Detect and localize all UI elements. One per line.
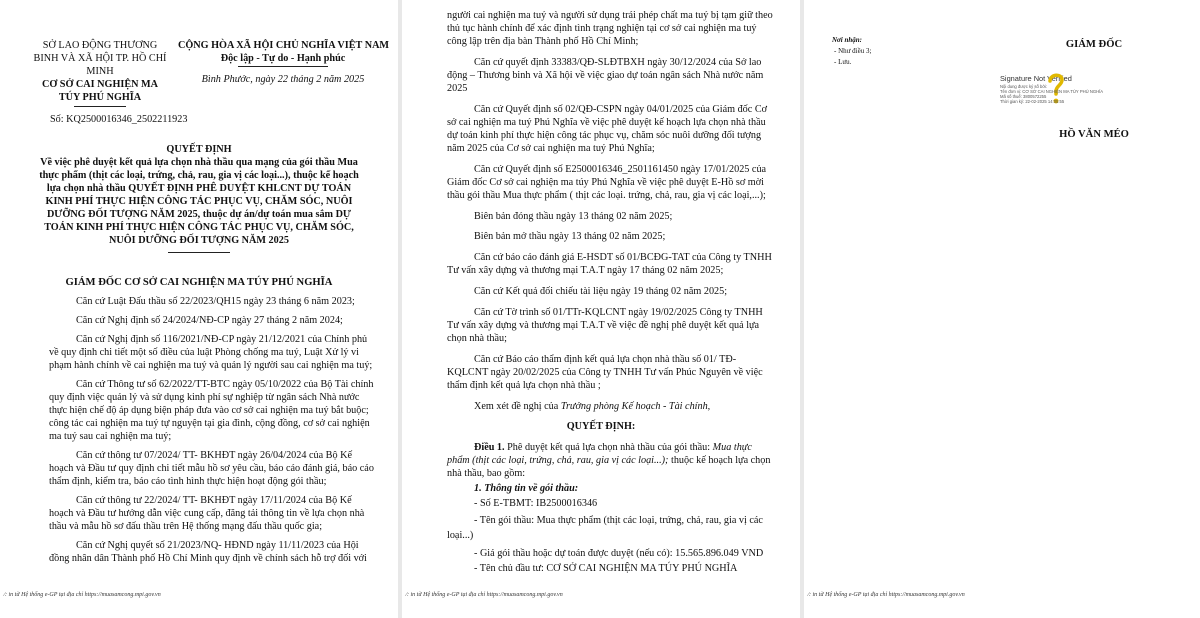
package-info-heading: 1. Thông tin về gói thầu: bbox=[474, 483, 579, 494]
signature-status: Signature Not Verified bbox=[1000, 74, 1072, 83]
decision-heading: QUYẾT ĐỊNH: bbox=[566, 421, 636, 432]
article-1: Điều 1. Phê duyệt kết quả lựa chọn nhà thầu của gói thầu: Mua thực bbox=[474, 442, 752, 453]
agency-line-5: TÚY PHÚ NGHĨA bbox=[58, 92, 142, 103]
document-page-3 bbox=[804, 0, 1200, 618]
digital-signature: Signature Not Verified Nội dung được ký số bởi: Tên đơn vị: CƠ SỞ CAI NGHIỆN MA TÚY PHÚ NGHĨA Mã số thuế: 3800572255 Thời gian ký: 22-02-2025 14:05:55 bbox=[1000, 74, 1104, 104]
agency-line-1: SỞ LAO ĐỘNG THƯƠNG bbox=[42, 40, 158, 51]
document-number: Số: KQ2500016346_2502211923 bbox=[50, 114, 188, 125]
article-1-line-2: phẩm (thịt các loại, trứng, chả, rau, gia vị các loại...); thuộc kế hoạch lựa chọn bbox=[447, 455, 771, 466]
recipients-label: Nơi nhận: bbox=[832, 36, 863, 44]
agency-line-4: CƠ SỞ CAI NGHIỆN MA bbox=[41, 79, 159, 90]
agency-underline bbox=[74, 106, 126, 107]
agency-line-2: BINH VÀ XÃ HỘI TP. HỒ CHÍ bbox=[33, 53, 167, 64]
page-footer: ∕: in từ Hệ thống e-GP tại địa chỉ https://muasamcong.mpi.gov.vn bbox=[406, 592, 563, 598]
document-page-1: SỞ LAO ĐỘNG THƯƠNG BINH VÀ XÃ HỘI TP. HỒ CHÍ MINH CƠ SỞ CAI NGHIỆN MA TÚY PHÚ NGHĨA CỘNG HÒA XÃ HỘI CHỦ NGHĨA VIỆT NAM Độc lập - Tự do - Hạnh phúc Bình Phước, ngày 22 tháng 2 năm 2025 Số: KQ2500016346_2502211923 QUYẾT ĐỊNH Về việc phê duyệt kết quả lựa chọn nhà thầu qua mạng của gói thầu Mua thực phẩm (thịt các loại, trứng, chả, rau, gia vị các loại...), thuộc kế hoạch lựa chọn nhà thầu QUYẾT ĐỊNH PHÊ DUYỆT KHLCNT DỰ TOÁN KINH PHÍ THỰC HIỆN CÔNG TÁC PHỤC VỤ, CHĂM SÓC, NUÔI DƯỠNG ĐỐI TƯỢNG NĂM 2025, thuộc dự án/dự toán mua sắm DỰ TOÁN KINH PHÍ THỰC HIỆN CÔNG TÁC PHỤC VỤ, CHĂM SÓC, NUÔI DƯỠNG ĐỐI TƯỢNG NĂM 2025 GIÁM ĐỐC CƠ SỞ CAI NGHIỆN MA TÚY PHÚ NGHĨA Căn cứ Luật Đấu thầu số 22/2023/QH15 ngày 23 tháng 6 năm 2023; Căn cứ Nghị định số 24/2024/NĐ-CP ngày 27 tháng 2 năm 2024; Căn cứ Nghị định số 116/2021/NĐ-CP ngày 21/12/2021 của Chính phủ về quy định chi tiết một số điều của luật Phòng chống ma tuý, Luật Xử lý vi phạm hành chính về cai nghiện ma tuý và quản lý người sau cai nghiện ma tuý; Căn cứ Thông tư số 62/2022/TT-BTC ngày 05/10/2022 của Bộ Tài chính quy định việc quản lý và sử dụng kinh phí sự nghiệp từ ngân sách Nhà nước thực hiện chế độ áp dụng biện pháp đưa vào cơ sở cai nghiện ma tuý bắt buộc; công tác cai nghiện ma tuý tự nguyện tại gia đình, cộng đồng, cơ sở cai nghiện ma tuý sau cai nghiện ma tuý; Căn cứ thông tư 07/2024/ TT- BKHĐT ngày 26/04/2024 của Bộ Kế hoạch và Đầu tư quy định chi tiết mẫu hồ sơ yêu cầu, báo cáo đánh giá, báo cáo thẩm định, kiểm tra, báo cáo tình hình thực hiện hoạt động gói thầu; Căn cứ thông tư 22/2024/ TT- BKHĐT ngày 17/11/2024 của Bộ Kế hoạch và Đầu tư hướng dẫn việc cung cấp, đăng tải thông tin về lựa chọn nhà thầu và mẫu hồ sơ đấu thầu trên Hệ thống mạng đấu thầu quốc gia; Căn cứ Nghị quyết số 21/2023/NQ- HĐND ngày 11/11/2023 của Hội đồng nhân dân Thành phố Hồ Chí Minh quy định về chính sách hỗ trợ đối với ∕: in từ Hệ thống e-GP tại địa chỉ https://muasamcong.mpi.gov.vn bbox=[0, 0, 398, 618]
signer-title: GIÁM ĐỐC bbox=[1065, 39, 1123, 50]
page-footer: ∕: in từ Hệ thống e-GP tại địa chỉ https://muasamcong.mpi.gov.vn bbox=[4, 592, 161, 598]
motto-underline bbox=[238, 66, 328, 67]
recipient-item: - Như điều 3; bbox=[834, 47, 872, 55]
place-date: Bình Phước, ngày 22 tháng 2 năm 2025 bbox=[201, 74, 365, 85]
recipient-item: - Lưu. bbox=[834, 58, 852, 66]
subject-underline bbox=[168, 252, 230, 253]
issuing-authority: GIÁM ĐỐC CƠ SỞ CAI NGHIỆN MA TÚY PHÚ NGHĨA bbox=[65, 277, 333, 288]
page-footer: ∕: in từ Hệ thống e-GP tại địa chỉ https://muasamcong.mpi.gov.vn bbox=[808, 592, 965, 598]
document-page-2: người cai nghiện ma tuý và người sử dụng trái phép chất ma tuý bị tạm giữ theo thủ tục hành chính để xác định tình trạng nghiện tại cơ sở cai nghiện ma tuý công lập trên địa bàn Thành phố Hồ Chí Minh; Căn cứ quyết định 33383/QĐ-SLĐTBXH ngày 30/12/2024 của Sở lao động – Thương binh và Xã hội về việc giao dự toán ngân sách Nhà nước năm 2025 Căn cứ Quyết định số 02/QĐ-CSPN ngày 04/01/2025 của Giám đốc Cơ sở cai nghiện ma tuý Phú Nghĩa về việc phê duyệt kế hoạch lựa chọn nhà thầu dự toán kinh phí thực hiện công tác phục vụ, chăm sóc nuôi dưỡng đối tượng năm 2025 của Cơ sở cai nghiện ma tuý Phú Nghĩa; Căn cứ Quyết định số E2500016346_2501161450 ngày 17/01/2025 của Giám đốc Cơ sở cai nghiện ma túy Phú Nghĩa về việc phê duyệt E-Hồ sơ mời thầu gói thầu Mua thực phẩm ( thịt các loại. trứng, chả, rau, gia vị các loại,...); Biên bản đóng thầu ngày 13 tháng 02 năm 2025; Biên bản mở thầu ngày 13 tháng 02 năm 2025; Căn cứ báo cáo đánh giá E-HSDT số 01/BCĐG-TAT của Công ty TNHH Tư vấn xây dựng và thương mại T.A.T ngày 17 tháng 02 năm 2025; Căn cứ Kết quả đối chiếu tài liệu ngày 19 tháng 02 năm 2025; Căn cứ Tờ trình số 01/TTr-KQLCNT ngày 19/02/2025 Công ty TNHH Tư vấn xây dựng và thương mại T.A.T về việc đề nghị phê duyệt kết quả lựa chọn nhà thầu; Căn cứ Báo cáo thẩm định kết quả lựa chọn nhà thầu số 01/ TĐ- KQLCNT ngày 20/02/2025 của Công ty TNHH Tư vấn Phúc Nguyên về việc thẩm định kết quả lựa chọn nhà thầu ; Xem xét đề nghị của Trưởng phòng Kế hoạch - Tài chính, QUYẾT ĐỊNH: Điều 1. Phê duyệt kết quả lựa chọn nhà thầu của gói thầu: Mua thực phẩm (thịt các loại, trứng, chả, rau, gia vị các loại...); thuộc kế hoạch lựa chọn nhà thầu, bao gồm: 1. Thông tin về gói thầu: - Số E-TBMT: IB2500016346 - Tên gói thầu: Mua thực phẩm (thịt các loại, trứng, chả, rau, gia vị các loại...) - Giá gói thầu hoặc dự toán được duyệt (nếu có): 15.565.896.049 VND - Tên chủ đầu tư: CƠ SỞ CAI NGHIỆN MA TÚY PHÚ NGHĨA ∕: in từ Hệ thống e-GP tại địa chỉ https://muasamcong.mpi.gov.vn bbox=[402, 0, 800, 618]
signer-name: HỒ VĂN MÉO bbox=[1059, 129, 1129, 140]
consideration-line: Xem xét đề nghị của Trưởng phòng Kế hoạch - Tài chính, bbox=[474, 401, 711, 412]
nation-motto: Độc lập - Tự do - Hạnh phúc bbox=[220, 53, 346, 64]
agency-line-3: MINH bbox=[86, 66, 114, 77]
article-1-line-3: nhà thầu, bao gồm: bbox=[447, 468, 526, 479]
nation-name: CỘNG HÒA XÃ HỘI CHỦ NGHĨA VIỆT NAM bbox=[178, 40, 390, 51]
decision-title: QUYẾT ĐỊNH bbox=[166, 144, 232, 155]
